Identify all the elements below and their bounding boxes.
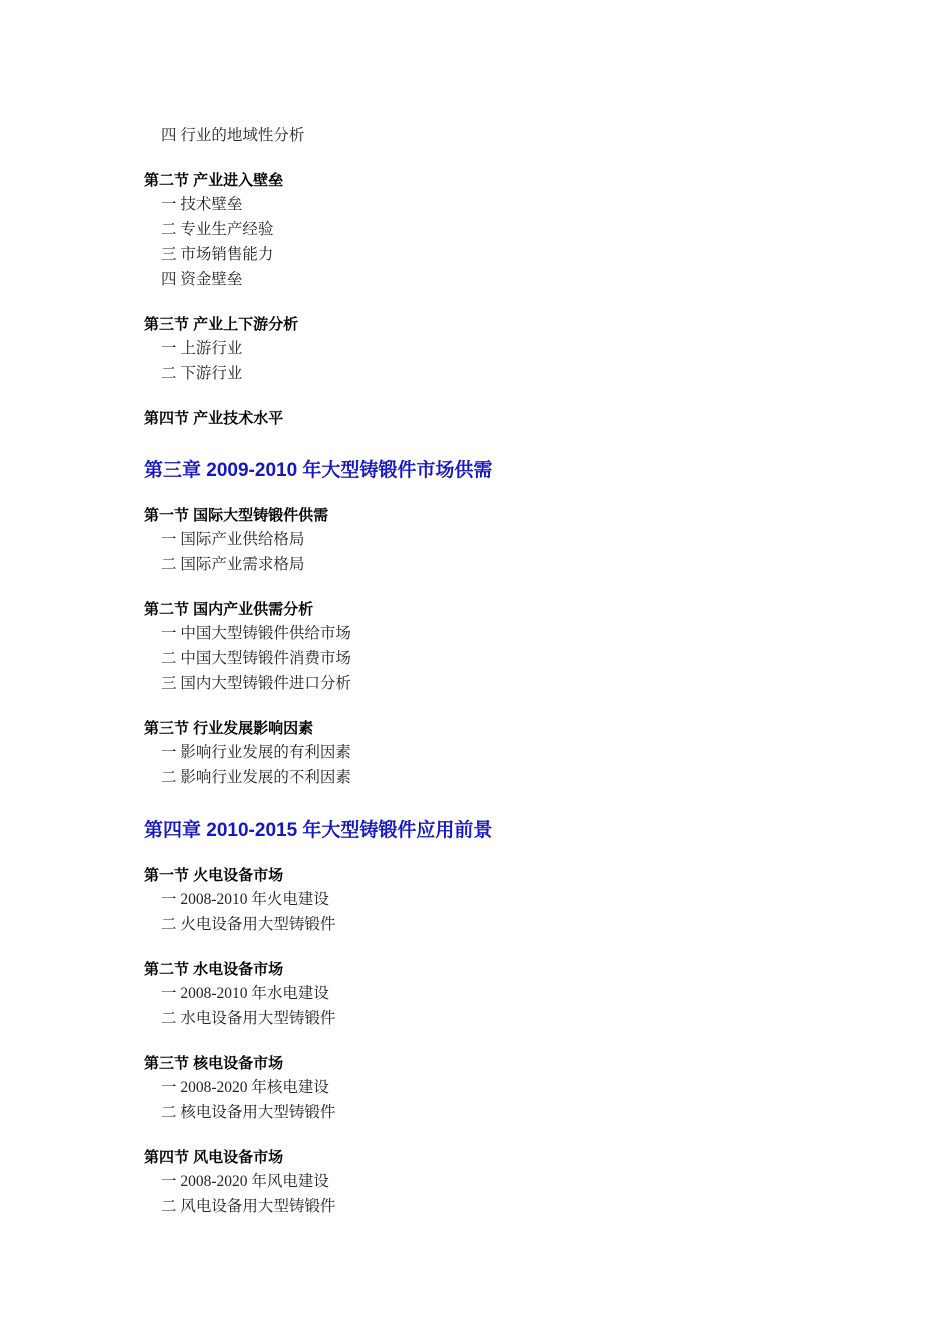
list-item: 二 下游行业	[161, 365, 243, 382]
list-item: 三 国内大型铸锻件进口分析	[161, 675, 351, 692]
list-item: 二 中国大型铸锻件消费市场	[161, 650, 351, 667]
section-heading: 第一节 国际大型铸锻件供需	[144, 507, 329, 524]
list-item: 四 行业的地域性分析	[161, 127, 305, 144]
list-item: 一 2008-2010 年水电建设	[161, 985, 329, 1002]
list-item: 二 专业生产经验	[161, 221, 274, 238]
list-item: 二 国际产业需求格局	[161, 556, 305, 573]
section-heading: 第三节 产业上下游分析	[144, 316, 299, 333]
list-item: 一 2008-2020 年风电建设	[161, 1173, 329, 1190]
list-item: 二 影响行业发展的不利因素	[161, 769, 351, 786]
section-heading: 第四节 风电设备市场	[144, 1149, 284, 1166]
list-item: 二 风电设备用大型铸锻件	[161, 1198, 336, 1215]
list-item: 一 影响行业发展的有利因素	[161, 744, 351, 761]
chapter-heading: 第四章 2010-2015 年大型铸锻件应用前景	[144, 820, 493, 841]
list-item: 一 中国大型铸锻件供给市场	[161, 625, 351, 642]
section-heading: 第二节 产业进入壁垒	[144, 172, 284, 189]
list-item: 一 技术壁垒	[161, 196, 243, 213]
list-item: 三 市场销售能力	[161, 246, 274, 263]
list-item: 一 2008-2010 年火电建设	[161, 891, 329, 908]
list-item: 二 火电设备用大型铸锻件	[161, 916, 336, 933]
list-item: 二 核电设备用大型铸锻件	[161, 1104, 336, 1121]
list-item: 二 水电设备用大型铸锻件	[161, 1010, 336, 1027]
list-item: 一 国际产业供给格局	[161, 531, 305, 548]
list-item: 一 2008-2020 年核电建设	[161, 1079, 329, 1096]
section-heading: 第二节 水电设备市场	[144, 961, 284, 978]
section-heading: 第三节 行业发展影响因素	[144, 720, 314, 737]
section-heading: 第二节 国内产业供需分析	[144, 601, 314, 618]
section-heading: 第四节 产业技术水平	[144, 410, 284, 427]
section-heading: 第一节 火电设备市场	[144, 867, 284, 884]
section-heading: 第三节 核电设备市场	[144, 1055, 284, 1072]
list-item: 四 资金壁垒	[161, 271, 243, 288]
chapter-heading: 第三章 2009-2010 年大型铸锻件市场供需	[144, 460, 493, 481]
list-item: 一 上游行业	[161, 340, 243, 357]
